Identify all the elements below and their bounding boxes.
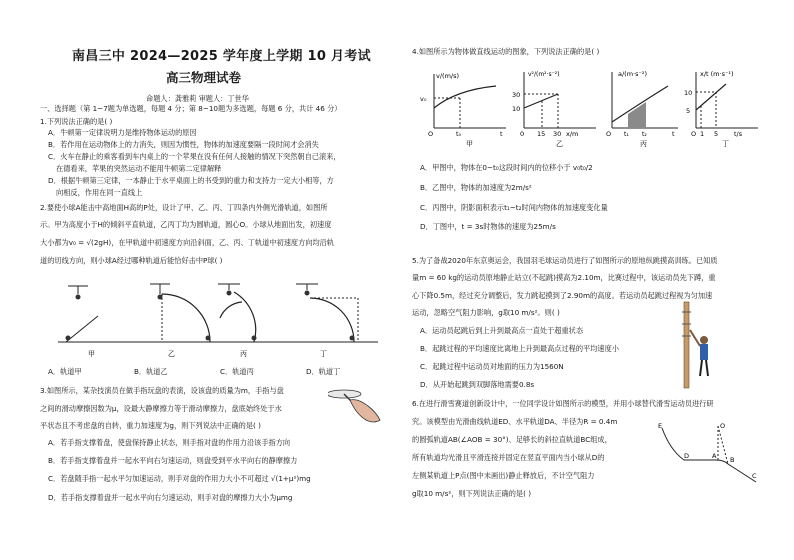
q2-option-a: A．轨道甲 — [48, 367, 82, 376]
q2-line4: 道的切线方向，则小球A经过哪种轨道后能恰好击中P球( ) — [40, 256, 223, 265]
graph-yi — [512, 71, 596, 148]
q6-line5: 左侧某轨道上P点(图中未画出)静止释放后，不计空气阻力 — [412, 471, 595, 480]
svg-text:v²/(m²·s⁻²): v²/(m²·s⁻²) — [528, 71, 560, 78]
exam-subtitle: 高三物理试卷 — [166, 70, 242, 85]
q4-option-b: B．乙图中，物体的加速度为2m/s² — [420, 183, 532, 192]
q3-option-c: C．若盘随手指一起水平匀加速运动，则手对盘的作用力大小不可超过 √(1+μ²)mg — [48, 474, 311, 483]
graph-bing — [606, 70, 678, 148]
q6-line3: 的圆弧轨道AB(∠AOB = 30°)、足够长的斜拉直轨道BC组成， — [412, 435, 612, 444]
svg-text:t₂: t₂ — [642, 131, 647, 138]
svg-text:1: 1 — [700, 130, 705, 138]
q5-line4: 运动，忽略空气阻力影响，g取10 m/s²。则( ) — [412, 308, 560, 317]
svg-text:t₁: t₁ — [624, 131, 629, 138]
q6-line1: 6.在进行滑雪赛道创新设计中，一位同学设计如图所示的模型，并用小球替代滑雪运动员进行研 — [412, 399, 714, 408]
svg-text:O: O — [428, 130, 434, 138]
q4-option-d: D．丁图中，t = 3s时物体的速度为25m/s — [420, 222, 556, 231]
exam-authors: 命题人：龚雅莉 审题人：丁世华 — [146, 94, 249, 103]
svg-text:5: 5 — [714, 130, 719, 138]
svg-text:x/t (m·s⁻¹): x/t (m·s⁻¹) — [700, 70, 734, 78]
svg-text:C: C — [752, 472, 757, 480]
svg-text:v/(m/s): v/(m/s) — [436, 72, 460, 80]
q6-line4: 所有轨道均光滑且平滑连接并固定在竖直平面内当小球从D的 — [412, 453, 605, 462]
label-yi: 乙 — [168, 350, 175, 358]
svg-text:a/(m·s⁻²): a/(m·s⁻²) — [618, 70, 648, 78]
svg-text:t: t — [672, 130, 675, 138]
svg-text:t₀: t₀ — [456, 130, 462, 138]
svg-text:甲: 甲 — [466, 140, 473, 148]
q2-line2: 示。甲为高度小于H的倾斜平直轨道，乙丙丁均为圆轨道，圆心O。小球从地面出发，初速度 — [40, 220, 332, 229]
q1-option-d: D．根据牛顿第三定律，一本静止于水平桌面上的书受到的重力和支持力一定大小相等，方 — [48, 176, 334, 185]
svg-text:O: O — [606, 130, 612, 138]
q4-option-c: C．丙图中，阴影面积表示t₁~t₂时间内物体的加速度变化量 — [420, 203, 608, 212]
label-jia: 甲 — [88, 350, 95, 358]
svg-text:乙: 乙 — [556, 140, 563, 148]
q6-line6: g取10 m/s²，则下列说法正确的是( ) — [412, 489, 531, 498]
svg-text:丁: 丁 — [722, 140, 729, 148]
q3-line3: 平状态且不考虑盘的自转，重力加速度为g，则下列说法中正确的是( ) — [40, 421, 261, 430]
svg-text:丙: 丙 — [640, 140, 647, 148]
graph-jia — [420, 72, 506, 148]
svg-text:A: A — [712, 452, 717, 460]
q3-option-d: D．若手指支撑着盘并一起水平向右匀速运动，则手对盘的摩擦力大小为μmg — [48, 493, 293, 502]
label-ding: 丁 — [320, 350, 327, 358]
track-bing — [218, 284, 257, 342]
svg-text:B: B — [730, 456, 735, 464]
q2-option-b: B．轨道乙 — [134, 367, 168, 376]
svg-text:15: 15 — [537, 130, 546, 138]
q3-option-a: A．若手指支撑着盘，使盘保持静止状态，则手指对盘的作用力沿该手指方向 — [48, 438, 291, 447]
q4-stem: 4.如图所示为物体做直线运动的图象，下列说法正确的是( ) — [412, 47, 600, 56]
q2-track-figure — [58, 282, 378, 362]
track-jia — [66, 286, 99, 342]
q2-option-d: D．轨道丁 — [306, 367, 341, 376]
svg-text:E: E — [658, 422, 663, 430]
jumper-figure — [656, 300, 716, 390]
q1-stem: 1.下列说法正确的是( ) — [40, 117, 113, 126]
track-yi — [150, 284, 211, 342]
svg-text:D: D — [684, 452, 690, 460]
q4-option-a: A．甲图中，物体在0~t₀这段时间内的位移小于 v₀t₀/2 — [420, 163, 593, 172]
svg-text:30: 30 — [512, 91, 521, 99]
svg-text:5: 5 — [686, 107, 691, 115]
q5-line2: 量m = 60 kg的运动员原地静止站立(不起跳)摸高为2.10m，比赛过程中，该运动员先下蹲，重 — [412, 273, 716, 282]
svg-text:O: O — [720, 422, 726, 430]
q3-option-b: B．若手指支撑着盘并一起水平向右匀速运动，则盘受到平水平向右的静摩擦力 — [48, 456, 298, 465]
svg-text:10: 10 — [512, 105, 521, 113]
q2-option-c: C．轨道丙 — [220, 367, 254, 376]
svg-text:O: O — [691, 130, 697, 138]
q5-option-c: C．起跳过程中运动员对地面的压力为1560N — [420, 362, 564, 371]
svg-text:t: t — [500, 130, 503, 138]
ball-p — [76, 295, 81, 300]
q5-option-d: D．从开始起跳到双脚落地需要0.8s — [420, 380, 535, 389]
plate-spinner-figure — [328, 380, 386, 426]
q1-option-d-cont: 向相反，作用在同一直线上 — [56, 188, 143, 197]
svg-text:0: 0 — [520, 130, 525, 138]
q5-line3: 心下降0.5m，经过充分调整后，发力跳起摸到了2.90m的高度。若运动员起跳过程视为匀加速 — [412, 291, 713, 300]
q3-line2: 之间的滑动摩擦因数为μ，设最大静摩擦力等于滑动摩擦力，盘底始终处于水 — [40, 404, 282, 413]
svg-text:10: 10 — [684, 89, 693, 97]
label-bing: 丙 — [240, 350, 247, 358]
section-heading: 一、选择题（第 1~7题为单选题，每题 4 分；第 8~10题为多选题，每题 6 分，共计 46 分） — [40, 104, 342, 113]
exam-title: 南昌三中 2024—2025 学年度上学期 10 月考试 — [72, 49, 371, 64]
q3-line1: 3.如图所示，某杂技演员在做手指玩盘的表演，设该盘的质量为m，手指与盘 — [40, 386, 284, 395]
q5-option-a: A．运动员起跳后到上升到最高点一直处于超重状态 — [420, 326, 584, 335]
svg-text:v₀: v₀ — [420, 95, 427, 103]
svg-text:30: 30 — [553, 130, 562, 138]
graph-ding — [684, 70, 758, 148]
svg-text:x/m: x/m — [566, 130, 579, 138]
q1-option-c-cont: 在德看来，苹果的突然运动不能用牛顿第二定律解释 — [56, 164, 222, 173]
q6-line2: 究。该模型由光滑曲线轨道ED、水平轨道DA、半径为R = 0.4m — [412, 417, 618, 426]
q1-option-a: A．牛顿第一定律说明力是维持物体运动的原因 — [48, 128, 197, 137]
svg-text:t/s: t/s — [734, 130, 743, 138]
q4-graphs-figure — [416, 64, 760, 148]
q5-option-b: B．起跳过程的平均速度比离地上升到最高点过程的平均速度小 — [420, 344, 619, 353]
q5-line1: 5.为了备战2020年东京奥运会，我国羽毛球运动员进行了如图所示的原地纵跳摸高训练。已知质 — [412, 256, 718, 265]
track-ding — [296, 284, 358, 342]
q2-line3: 大小都为v₀ = √(2gH)，在甲轨道中初速度方向沿斜面，乙、丙、丁轨道中初速度方向均沿轨 — [40, 238, 335, 247]
q1-option-c: C．火车在静止的乘客看到车内桌上的一个苹果在没有任何人接触的情况下突然朝自己滚来， — [48, 152, 341, 161]
q1-option-b: B．若作用在运动物体上的力消失，则因为惯性，物体的加速度要隔一段时间才会消失 — [48, 140, 319, 149]
q2-line1: 2.要使小球A能击中高地面H高的P处，设计了甲、乙、丙、丁四条内外侧光滑轨道，如图所 — [40, 203, 328, 212]
ski-track-figure — [656, 420, 760, 486]
